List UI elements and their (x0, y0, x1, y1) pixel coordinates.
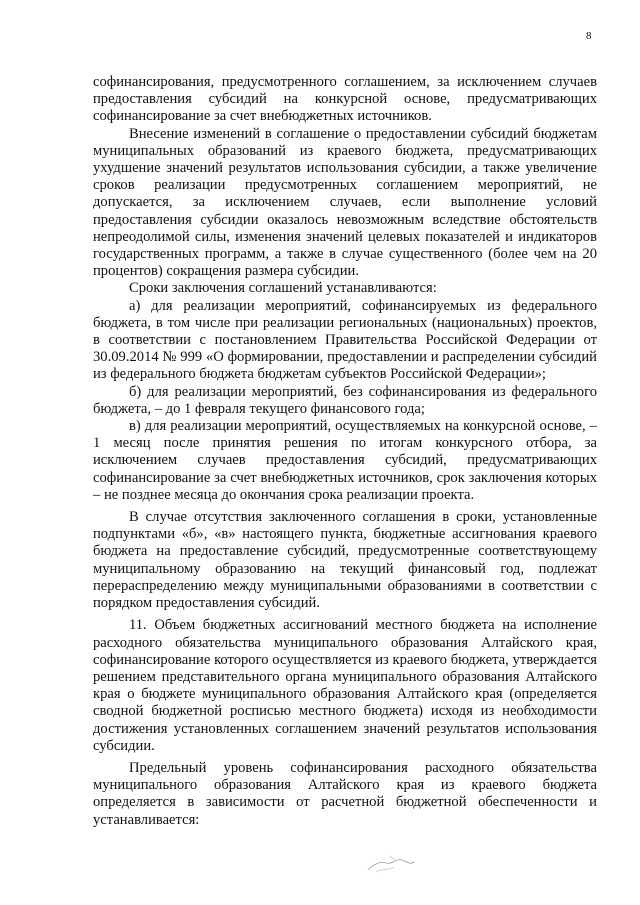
paragraph-amendments: Внесение изменений в соглашение о предоставлении субсидий бюджетам муниципальных образований из краевого бюджета, предусматривающих ухудшение значений результатов использования субсидии, а также увеличение сроков реализации предусмотренных соглашением мероприятий, не допускается, за исключением случаев, если выполнение условий предоставления субсидии оказалось невозможным вследствие обстоятельств непреодолимой силы, изменения значений целевых показателей и индикаторов государственных программ, а также в случае существенного (более чем на 20 процентов) сокращения размера субсидии. (93, 125, 597, 280)
paragraph-deadlines-intro: Сроки заключения соглашений устанавливаются: (129, 280, 437, 297)
pen-mark-icon (366, 852, 416, 876)
paragraph-item-c: в) для реализации мероприятий, осуществляемых на конкурсной основе, – 1 месяц после принятия решения по итогам конкурсного отбора, за исключением случаев предоставления субсидий, предусматривающих софинансирование за счет внебюджетных источников, срок заключения которых – не позднее месяца до окончания срока реализации проекта. (93, 418, 597, 503)
paragraph-continuation: софинансирования, предусмотренного соглашением, за исключением случаев предоставления субсидий на конкурсной основе, предусматривающих софинансирование за счет внебюджетных источников. (93, 74, 597, 125)
document-body (93, 74, 597, 829)
page-number: 8 (586, 30, 592, 42)
paragraph-no-agreement: В случае отсутствия заключенного соглашения в сроки, установленные подпунктами «б», «в» настоящего пункта, бюджетные ассигнования краевого бюджета на предоставление субсидий, предусмотренные соответствующему муниципальному образованию на текущий финансовый год, подлежат перераспределению между муниципальными образованиями в соответствии с порядком предоставления субсидий. (93, 509, 597, 612)
paragraph-item-b: б) для реализации мероприятий, без софинансирования из федерального бюджета, – до 1 февраля текущего финансового года; (93, 383, 597, 417)
paragraph-section-11: 11. Объем бюджетных ассигнований местного бюджета на исполнение расходного обязательства муниципального образования Алтайского края, софинансирование которого осуществляется из краевого бюджета, утверждается решением представительного органа муниципального образования Алтайского края о бюджете муниципального образования Алтайского края (определяется сводной бюджетной росписью местного бюджета) исходя из необходимости достижения установленных соглашением значений результатов использования субсидии. (93, 617, 597, 754)
paragraph-cofinancing-level: Предельный уровень софинансирования расходного обязательства муниципального образования Алтайского края из краевого бюджета определяется в зависимости от расчетной бюджетной обеспеченности и устанавливается: (93, 759, 597, 828)
paragraph-item-a: а) для реализации мероприятий, софинансируемых из федерального бюджета, в том числе при реализации региональных (национальных) проектов, в соответствии с постановлением Правительства Российской Федерации от 30.09.2014 № 999 «О формировании, предоставлении и распределении субсидий из федерального бюджета бюджетам субъектов Российской Федерации»; (93, 297, 597, 383)
